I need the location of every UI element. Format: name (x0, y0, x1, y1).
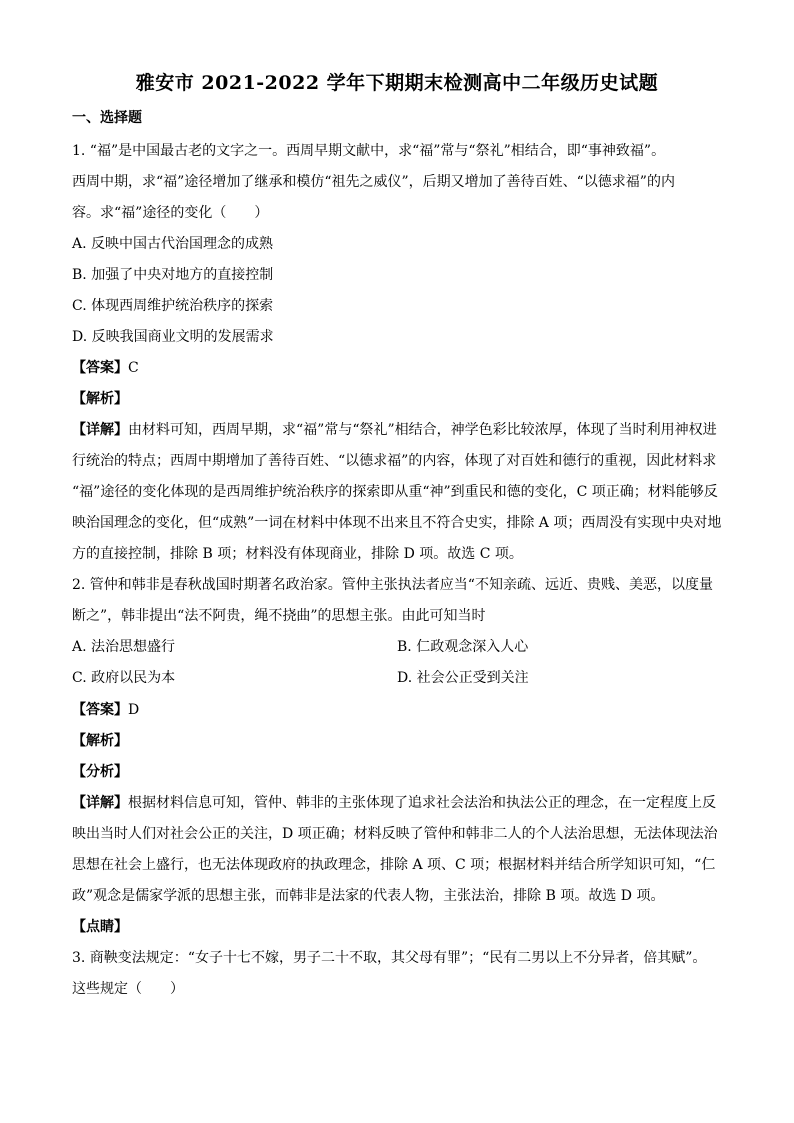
q1-answer (72, 359, 139, 377)
q1-stem-line-3: 容。求“福”途径的变化（ ） (72, 205, 269, 221)
detail-tag: 【详解】 (72, 422, 128, 438)
answer-tag: 【答案】 (72, 702, 128, 718)
q1-option-b: B. 加强了中央对地方的直接控制 (72, 267, 274, 283)
q2-answer (72, 701, 139, 719)
section-heading: 一、选择题 (72, 110, 142, 126)
q1-option-a: A. 反映中国古代治国理念的成熟 (72, 236, 274, 252)
q3-stem-line-2: 这些规定（ ） (72, 981, 184, 997)
q1-detail-line-2: 行统治的特点；西周中期增加了善待百姓、“以德求福”的内容，体现了对百姓和德行的重视，因此材料求 (72, 453, 717, 469)
answer-value: D (128, 702, 140, 718)
detail-text: 根据材料信息可知，管仲、韩非的主张体现了追求社会法治和执法公正的理念，在一定程度上反 (128, 795, 716, 811)
page-title: 雅安市 2021-2022 学年下期期末检测高中二年级历史试题 (135, 72, 659, 94)
q2-option-c: C. 政府以民为本 (72, 670, 176, 686)
q1-option-d: D. 反映我国商业文明的发展需求 (72, 329, 274, 345)
detail-text: 由材料可知，西周早期，求“福”常与“祭礼”相结合，神学色彩比较浓厚，体现了当时利用神权进 (128, 422, 717, 438)
q1-analysis-tag: 【解析】 (72, 391, 128, 407)
q1-detail-line-5: 方的直接控制，排除 B 项；材料没有体现商业，排除 D 项。故选 C 项。 (72, 546, 523, 562)
q2-stem-line-1: 2. 管仲和韩非是春秋战国时期著名政治家。管仲主张执法者应当“不知亲疏、远近、贵贱、美恶，以度量 (72, 577, 713, 593)
q2-analysis-tag: 【解析】 (72, 733, 128, 749)
q1-option-c: C. 体现西周维护统治秩序的探索 (72, 298, 274, 314)
q2-option-b: B. 仁政观念深入人心 (397, 639, 529, 655)
q1-detail-line-3: “福”途径的变化体现的是西周维护统治秩序的探索即从重“神”到重民和德的变化，C 项正确；材料能够反 (72, 484, 718, 500)
q2-dianjing-tag: 【点睛】 (72, 919, 128, 935)
q1-stem-line-1: 1. “福”是中国最古老的文字之一。西周早期文献中，求“福”常与“祭礼”相结合，即“事神致福”。 (72, 143, 666, 159)
q2-option-a: A. 法治思想盛行 (72, 639, 176, 655)
q3-stem-line-1: 3. 商鞅变法规定：“女子十七不嫁，男子二十不取，其父母有罪”；“民有二男以上不分异者，倍其赋”。 (72, 950, 707, 966)
q2-detail-line-1 (72, 794, 716, 812)
q2-detail-line-4: 政”观念是儒家学派的思想主张，而韩非是法家的代表人物，主张法治，排除 B 项。故选 D 项。 (72, 888, 665, 904)
detail-tag: 【详解】 (72, 795, 128, 811)
q2-detail-line-2: 映出当时人们对社会公正的关注，D 项正确；材料反映了管仲和韩非二人的个人法治思想，无法体现法治 (72, 826, 718, 842)
q2-detail-line-3: 思想在社会上盛行，也无法体现政府的执政理念，排除 A 项、C 项；根据材料并结合所学知识可知，“仁 (72, 857, 716, 873)
q1-stem-line-2: 西周中期，求“福”途径增加了继承和模仿“祖先之威仪”，后期又增加了善待百姓、“以德求福”的内 (72, 174, 675, 190)
q1-detail-line-1 (72, 421, 717, 439)
q2-stem-line-2: 断之”，韩非提出“法不阿贵，绳不挠曲”的思想主张。由此可知当时 (72, 608, 486, 624)
answer-tag: 【答案】 (72, 360, 128, 376)
answer-value: C (128, 360, 139, 376)
q1-detail-line-4: 映治国理念的变化，但“成熟”一词在材料中体现不出来且不符合史实，排除 A 项；西周没有实现中央对地 (72, 515, 722, 531)
q2-option-d: D. 社会公正受到关注 (397, 670, 529, 686)
q2-fenxi-tag: 【分析】 (72, 764, 128, 780)
